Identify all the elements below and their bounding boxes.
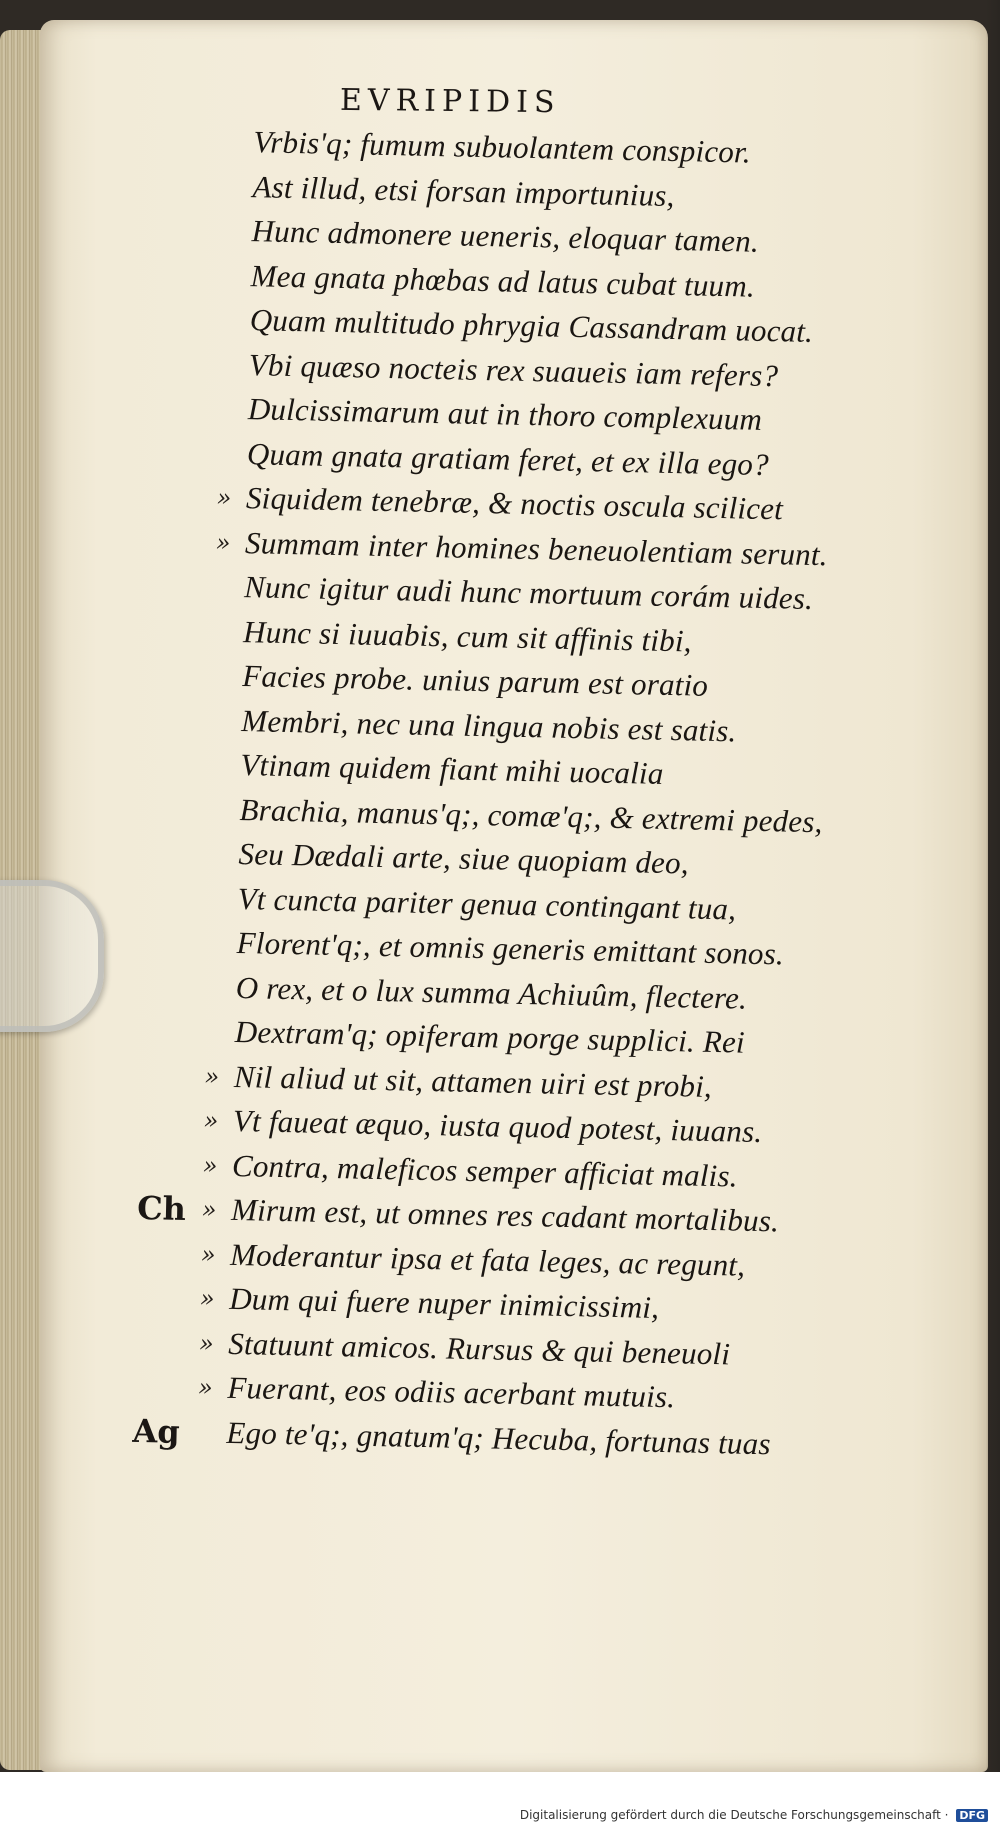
verse-text: Ast illud, etsi forsan importunius, [252,168,675,213]
quotation-marker: » [215,527,231,557]
quotation-marker: » [198,1328,214,1358]
page-clip [0,880,104,1032]
verse-text: Mea gnata phœbas ad latus cubat tuum. [250,257,756,304]
verse-text: Contra, maleficos semper afficiat malis. [231,1147,739,1194]
quotation-marker: » [201,1195,217,1224]
verse-text: Membri, nec una lingua nobis est satis. [241,702,737,748]
verse-text: Vt cuncta pariter genua contingant tua, [237,880,737,926]
running-head: EVRIPIDIS [339,82,561,121]
quotation-marker: » [216,483,232,512]
verse-text: Quam gnata gratiam feret, et ex illa ego? [246,435,770,482]
verse-text: Mirum est, ut omnes res cadant mortalibus. [230,1191,780,1239]
verse-text: Florent'q;, et omnis generis emittant sonos. [236,925,785,972]
verse-text: Vt faueat æquo, iusta quod potest, iuuans. [232,1102,763,1150]
verse-text: Brachia, manus'q;, comæ'q;, & extremi pedes, [239,791,823,839]
verse-text: Seu Dædali arte, siue quopiam deo, [238,836,690,881]
verse-text: Dum qui fuere nuper inimicissimi, [228,1280,660,1325]
verse-text: Nil aliud ut sit, attamen uiri est probi, [233,1058,713,1104]
quotation-marker: » [202,1150,218,1180]
verse-text: Ego te'q;, gnatum'q; Hecuba, fortunas tuas [226,1414,772,1461]
verse-text: Fuerant, eos odiis acerbant mutuis. [227,1369,676,1415]
dfg-logo: DFG [956,1809,988,1822]
quotation-marker: » [203,1106,219,1135]
verse-text: O rex, et o lux summa Achiuûm, flectere. [235,969,748,1016]
verse-block [121,118,930,1514]
verse-text: Statuunt amicos. Rursus & qui beneuoli [227,1325,731,1371]
quotation-marker: » [197,1373,214,1402]
footer-strip [0,1772,1000,1826]
verse-text: Facies probe. unius parum est oratio [241,658,709,703]
verse-text: Nunc igitur audi hunc mortuum corám uides. [243,569,814,616]
credit-text: Digitalisierung gefördert durch die Deutsche Forschungsgemeinschaft · [519,1808,949,1822]
verse-text: Vbi quæso nocteis rex suaueis iam refers? [248,346,779,393]
verse-text: Moderantur ipsa et fata leges, ac regunt, [229,1236,746,1283]
verse-text: Vtinam quidem fiant mihi uocalia [240,747,664,791]
verse-text: Summam inter homines beneuolentiam serunt. [244,524,829,572]
gutter-shadow [986,0,1000,1826]
speaker-label: Ch [136,1188,187,1228]
verse-text: Dulcissimarum aut in thoro complexuum [247,391,763,437]
verse-text: Hunc admonere ueneris, eloquar tamen. [251,213,760,259]
verse-text: Quam multitudo phrygia Cassandram uocat. [249,302,814,349]
quotation-marker: » [204,1061,220,1091]
quotation-marker: » [199,1284,215,1313]
quotation-marker: » [200,1239,216,1269]
verse-text: Siquidem tenebræ, & noctis oscula scilicet [245,480,784,527]
verse-text: Dextram'q; opiferam porge supplici. Rei [234,1013,746,1060]
verse-text: Vrbis'q; fumum subuolantem conspicor. [253,124,752,170]
verse-text: Hunc si iuuabis, cum sit affinis tibi, [242,613,693,658]
digitization-credit [520,1808,988,1822]
speaker-label: Ag [132,1411,181,1451]
